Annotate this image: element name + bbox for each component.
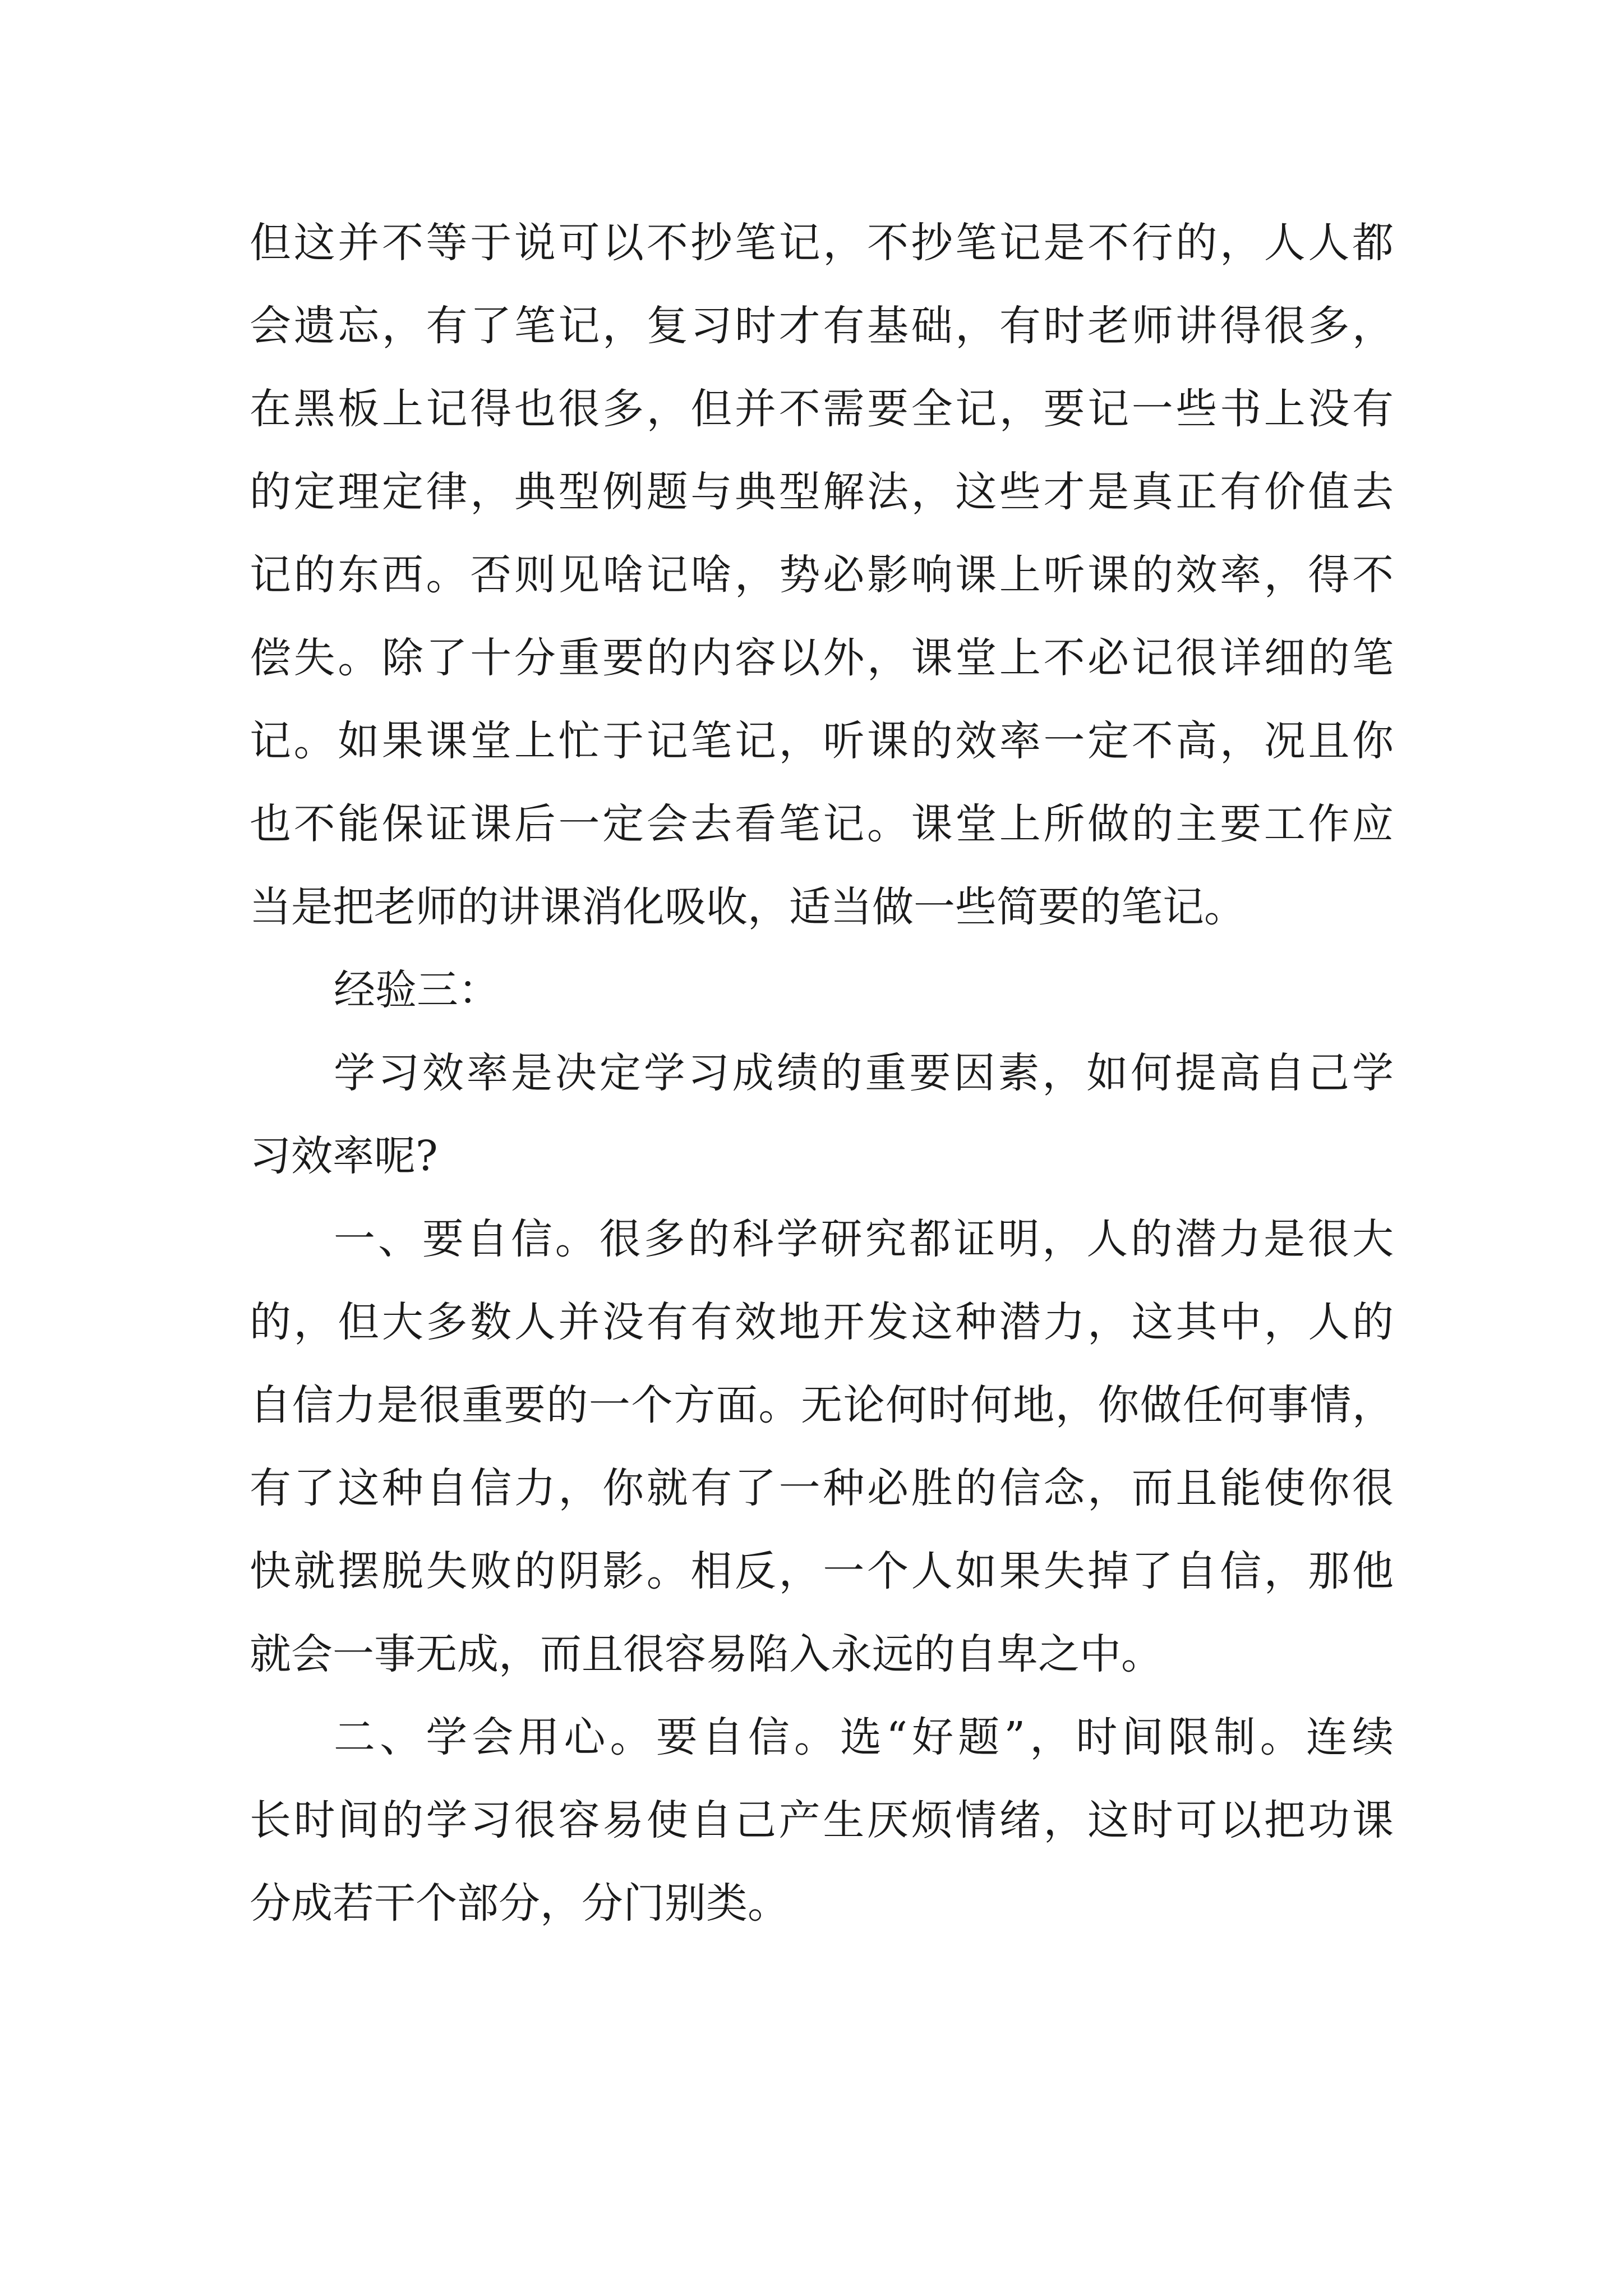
text-line: 长时间的学习很容易使自己产生厌烦情绪，这时可以把功课 (250, 1796, 1394, 1844)
text-line: 当是把老师的讲课消化吸收，适当做一些简要的笔记。 (250, 883, 1246, 931)
text-line: 但这并不等于说可以不抄笔记，不抄笔记是不行的，人人都 (250, 219, 1394, 267)
text-line: 记。如果课堂上忙于记笔记，听课的效率一定不高，况且你 (250, 717, 1394, 765)
text-line: 有了这种自信力，你就有了一种必胜的信念，而且能使你很 (250, 1464, 1394, 1512)
text-line: 的定理定律，典型例题与典型解法，这些才是真正有价值去 (250, 468, 1394, 516)
text-line: 二、学会用心。要自信。选“好题”，时间限制。连续 (334, 1713, 1394, 1761)
text-line: 学习效率是决定学习成绩的重要因素，如何提高自己学 (334, 1049, 1394, 1097)
section-heading: 经验三： (334, 966, 500, 1014)
text-line: 也不能保证课后一定会去看笔记。课堂上所做的主要工作应 (250, 800, 1394, 848)
text-line: 在黑板上记得也很多，但并不需要全记，要记一些书上没有 (250, 385, 1394, 433)
text-line: 快就摆脱失败的阴影。相反，一个人如果失掉了自信，那他 (250, 1547, 1394, 1595)
text-line: 就会一事无成，而且很容易陷入永远的自卑之中。 (250, 1630, 1163, 1678)
text-line: 分成若干个部分，分门别类。 (250, 1879, 789, 1927)
text-line: 自信力是很重要的一个方面。无论何时何地，你做任何事情， (250, 1381, 1394, 1429)
text-line: 偿失。除了十分重要的内容以外，课堂上不必记很详细的笔 (250, 634, 1394, 682)
text-line: 的，但大多数人并没有有效地开发这种潜力，这其中，人的 (250, 1298, 1394, 1346)
text-line: 记的东西。否则见啥记啥，势必影响课上听课的效率，得不 (250, 551, 1394, 599)
text-line: 会遗忘，有了笔记，复习时才有基础，有时老师讲得很多， (250, 302, 1394, 350)
text-line: 习效率呢? (250, 1132, 438, 1180)
text-line: 一、要自信。很多的科学研究都证明，人的潜力是很大 (334, 1215, 1394, 1263)
